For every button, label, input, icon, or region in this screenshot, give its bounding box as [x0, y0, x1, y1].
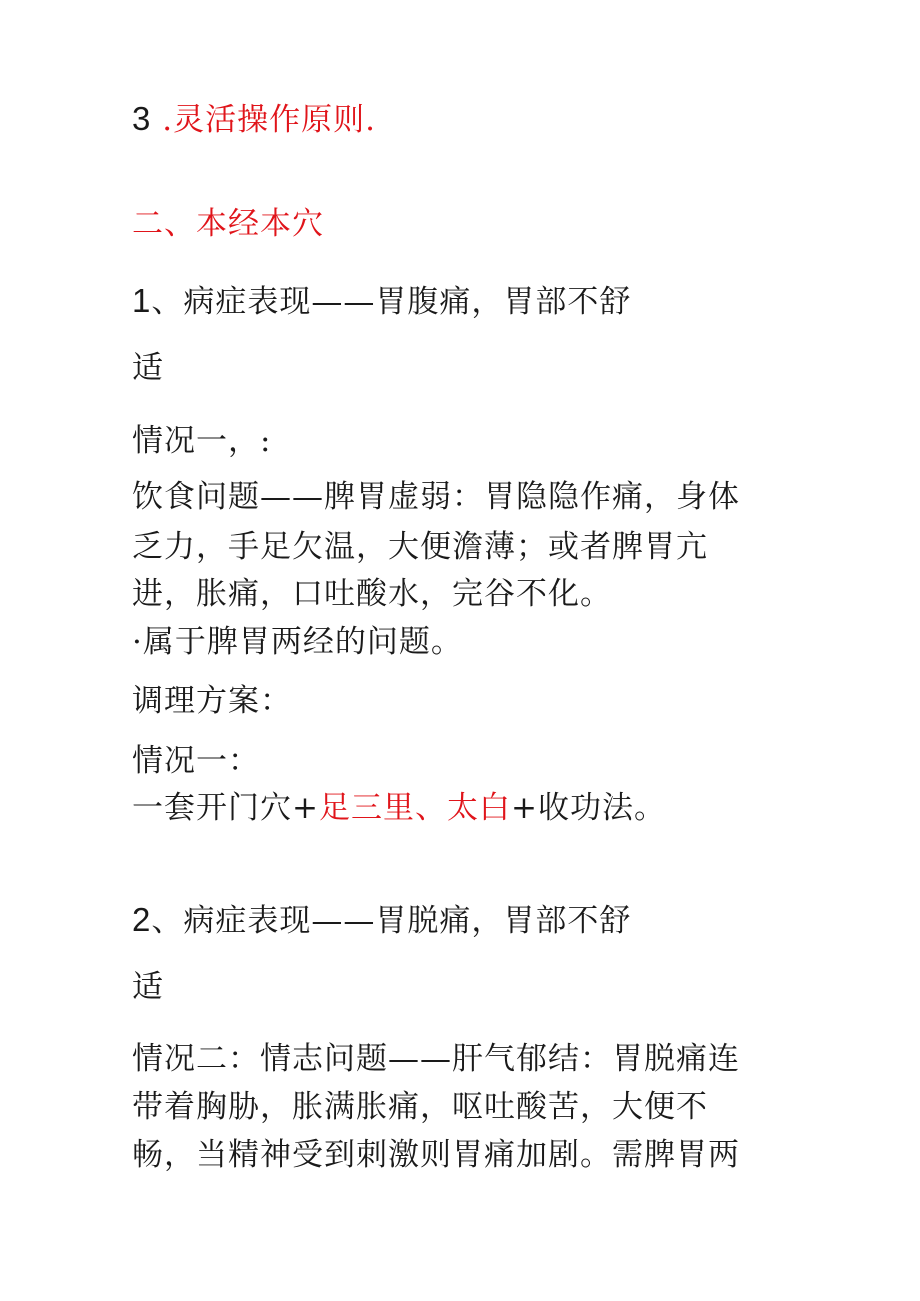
- item1-title-cont: 适: [132, 350, 164, 386]
- item1-situation-label: 情况一，:: [132, 423, 272, 459]
- plan-suffix: +收功法。: [510, 790, 666, 826]
- plan-prefix: 一套开门穴+: [132, 790, 319, 826]
- item2-title: [132, 900, 631, 941]
- heading-3-separator: .: [151, 102, 174, 138]
- item2-body-line: 带着胸胁，胀满胀痛，呕吐酸苦，大便不: [132, 1089, 708, 1125]
- item1-plan-label: 调理方案：: [132, 683, 292, 719]
- item2-body-line: 情况二：情志问题——肝气郁结：胃脱痛连: [132, 1041, 740, 1077]
- item1-body-line: 乏力，手足欠温，大便澹薄；或者脾胃亢: [132, 529, 708, 565]
- item2-title-cont: 适: [132, 969, 164, 1005]
- item1-number: 1: [132, 282, 152, 319]
- item1-body-line: 进，胀痛，口吐酸水，完谷不化。: [132, 576, 612, 612]
- item2-title-text: 、病症表现——胃脱痛，胃部不舒: [151, 903, 632, 939]
- item1-plan-situation: 情况一：: [132, 743, 260, 779]
- heading-3-number: 3: [132, 100, 152, 137]
- section-title: 二、本经本穴: [132, 206, 324, 242]
- item1-plan: [132, 788, 666, 828]
- heading-3-text: 灵活操作原则.: [173, 102, 376, 138]
- item1-body-line: ·属于脾胃两经的问题。: [132, 624, 463, 660]
- item2-body-line: 畅，当精神受到刺激则胃痛加剧。需脾胃两: [132, 1137, 740, 1173]
- item1-body-line: 饮食问题——脾胃虚弱：胃隐隐作痛，身体: [132, 479, 740, 515]
- item1-title: [132, 281, 631, 322]
- plan-points: 足三里、太白: [318, 790, 511, 826]
- item2-number: 2: [132, 901, 152, 938]
- heading-3: [132, 99, 376, 140]
- item1-title-text: 、病症表现——胃腹痛，胃部不舒: [151, 284, 632, 320]
